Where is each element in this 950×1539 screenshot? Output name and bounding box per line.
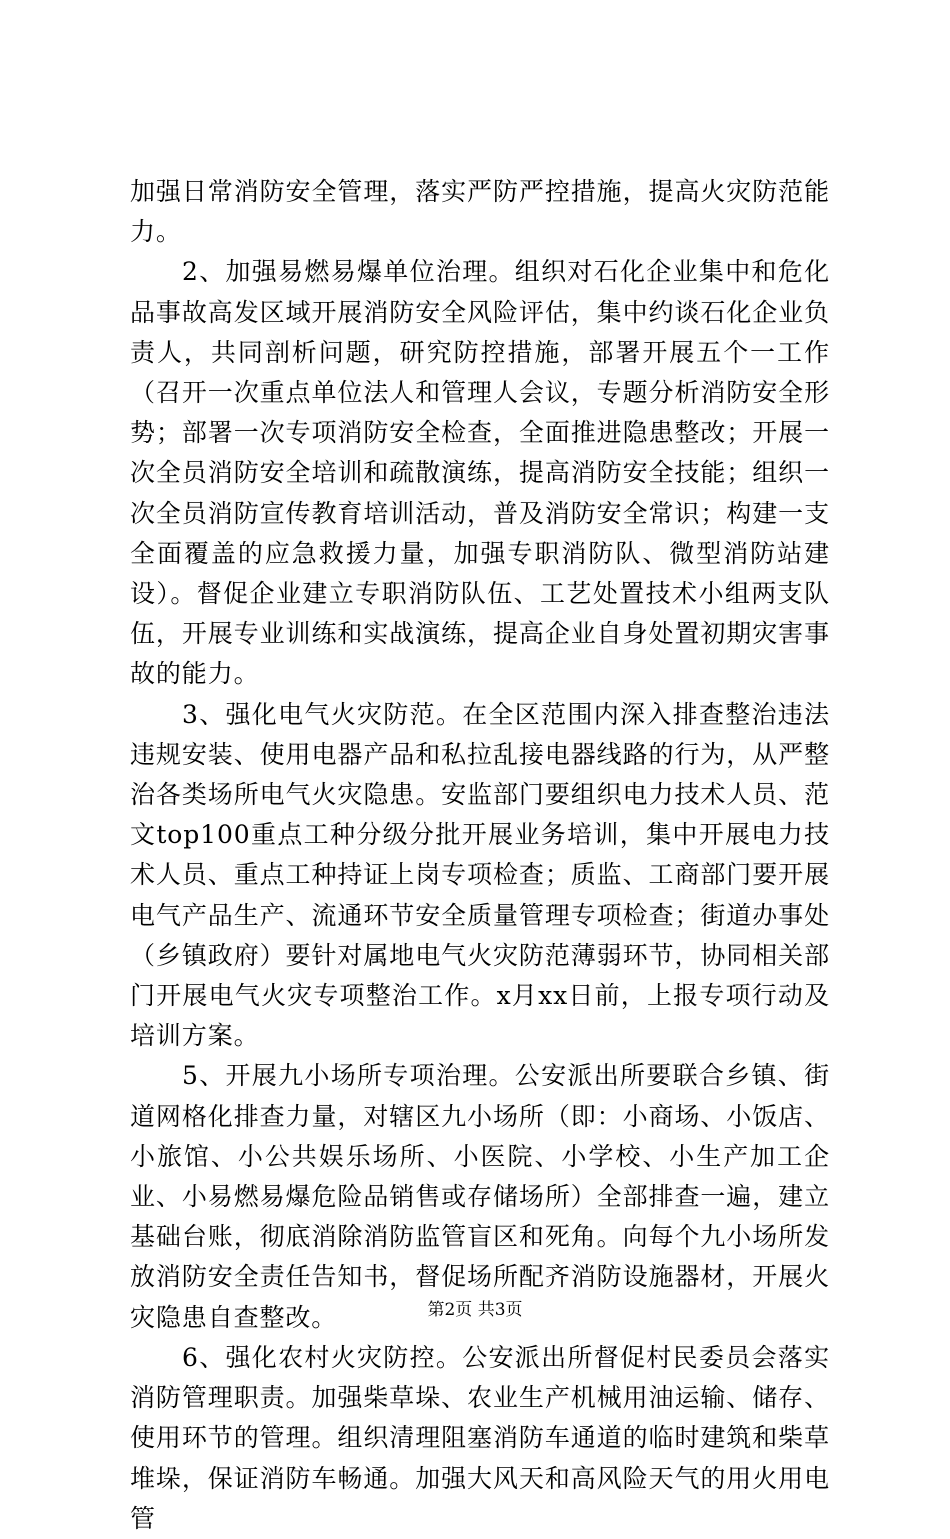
paragraph-continuation: 加强日常消防安全管理，落实严防严控措施，提高火灾防范能力。 [130,177,830,247]
paragraph-item-6: 6、强化农村火灾防控。公安派出所督促村民委员会落实消防管理职责。加强柴草垛、农业生产机械用油运输、储存、使用环节的管理。组织清理阻塞消防车通道的临时建筑和柴草堆垛，保证消防车畅通。加强大风天和高风险天气的用火用电管 [130,1342,830,1533]
page-footer: 第2页 共3页 [427,1300,523,1320]
paragraph-item-2: 2、加强易燃易爆单位治理。组织对石化企业集中和危化品事故高发区域开展消防安全风险评估，集中约谈石化企业负责人，共同剖析问题，研究防控措施，部署开展五个一工作（召开一次重点单位法人和管理人会议，专题分析消防安全形势；部署一次专项消防安全检查，全面推进隐患整改；开展一次全员消防安全培训和疏散演练，提高消防安全技能；组织一次全员消防宣传教育培训活动，普及消防安全常识；构建一支全面覆盖的应急救援力量，加强专职消防队、微型消防站建设）。督促企业建立专职消防队伍、工艺处置技术小组两支队伍，开展专业训练和实战演练，提高企业自身处置初期灾害事故的能力。 [130,257,830,689]
paragraph-item-3: 3、强化电气火灾防范。在全区范围内深入排查整治违法违规安装、使用电器产品和私拉乱接电器线路的行为，从严整治各类场所电气火灾隐患。安监部门要组织电力技术人员、范文top100重点工种分级分批开展业务培训，集中开展电力技术人员、重点工种持证上岗专项检查；质监、工商部门要开展电气产品生产、流通环节安全质量管理专项检查；街道办事处（乡镇政府）要针对属地电气火灾防范薄弱环节，协同相关部门开展电气火灾专项整治工作。x月xx日前，上报专项行动及培训方案。 [130,699,830,1051]
paragraph-item-5: 5、开展九小场所专项治理。公安派出所要联合乡镇、街道网格化排查力量，对辖区九小场所（即：小商场、小饭店、小旅馆、小公共娱乐场所、小医院、小学校、小生产加工企业、小易燃易爆危险品销售或存储场所）全部排查一遍，建立基础台账，彻底消除消防监管盲区和死角。向每个九小场所发放消防安全责任告知书，督促场所配齐消防设施器材，开展火灾隐患自查整改。 [130,1061,830,1332]
document-body [130,172,830,1539]
